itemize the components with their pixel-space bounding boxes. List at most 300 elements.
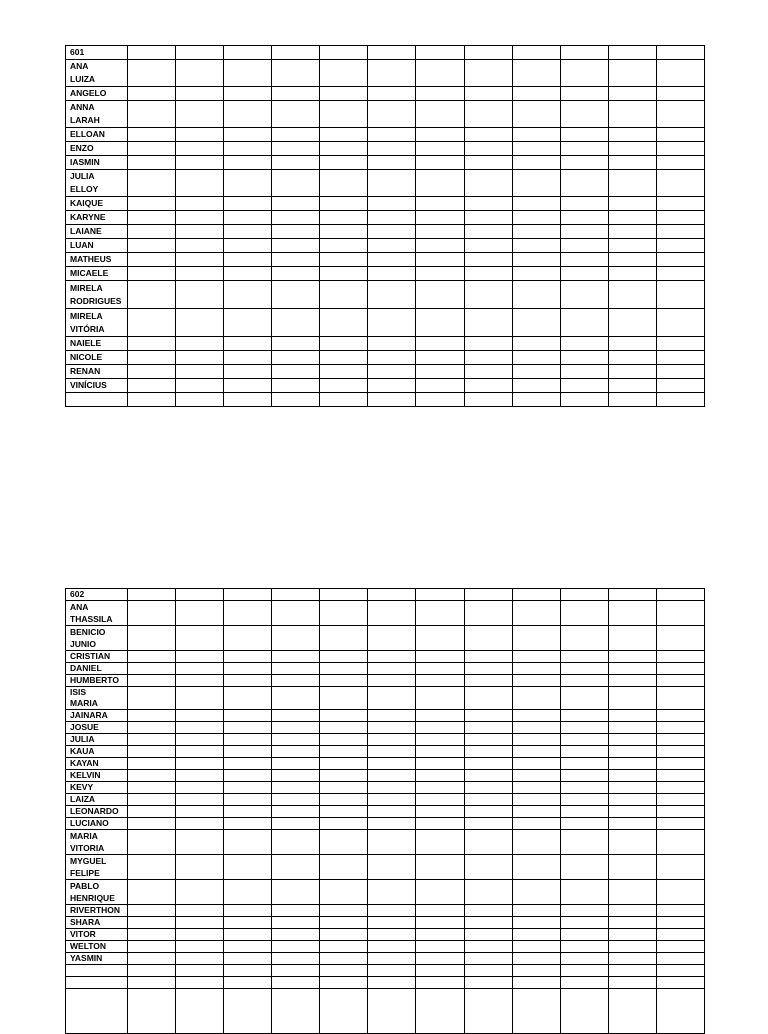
grade-cell (416, 267, 464, 281)
grade-cell (272, 758, 320, 770)
grade-cell (512, 225, 560, 239)
student-name: KAUA (66, 746, 128, 758)
grade-cell (656, 734, 704, 746)
grade-cell (416, 87, 464, 101)
grade-cell (416, 589, 464, 601)
grade-cell (128, 734, 176, 746)
table-row (66, 806, 705, 818)
grade-cell (560, 351, 608, 365)
grade-cell (320, 87, 368, 101)
table-row (66, 905, 705, 917)
grade-cell (512, 87, 560, 101)
grade-cell (512, 156, 560, 170)
grade-cell (416, 905, 464, 917)
student-name: LAIANE (66, 225, 128, 239)
grade-cell (416, 722, 464, 734)
grade-cell (512, 170, 560, 197)
grade-cell (176, 675, 224, 687)
grade-cell (416, 309, 464, 337)
grade-cell (512, 830, 560, 855)
grade-cell (416, 782, 464, 794)
grade-cell (368, 239, 416, 253)
grade-cell (176, 281, 224, 309)
grade-cell (512, 905, 560, 917)
grade-cell (464, 929, 512, 941)
grade-cell (464, 770, 512, 782)
student-name: SHARA (66, 917, 128, 929)
grade-cell (416, 880, 464, 905)
grade-cell (272, 965, 320, 977)
grade-cell (608, 965, 656, 977)
grade-cell (656, 253, 704, 267)
table-row (66, 710, 705, 722)
grade-cell (176, 782, 224, 794)
grade-cell (560, 953, 608, 965)
grade-cell (416, 758, 464, 770)
grade-cell (656, 965, 704, 977)
grade-cell (272, 267, 320, 281)
grade-cell (656, 880, 704, 905)
grade-cell (272, 929, 320, 941)
grade-cell (368, 87, 416, 101)
grade-cell (464, 379, 512, 393)
grade-cell (560, 675, 608, 687)
grade-cell (320, 60, 368, 87)
grade-cell (176, 855, 224, 880)
grade-cell (512, 734, 560, 746)
grade-cell (464, 393, 512, 407)
grade-cell (560, 941, 608, 953)
grade-cell (176, 770, 224, 782)
grade-cell (656, 128, 704, 142)
table-row (66, 794, 705, 806)
grade-cell (224, 87, 272, 101)
grade-cell (608, 379, 656, 393)
student-name: KEVY (66, 782, 128, 794)
grade-cell (464, 46, 512, 60)
grade-cell (320, 309, 368, 337)
grade-cell (416, 156, 464, 170)
grade-cell (464, 225, 512, 239)
grade-cell (560, 989, 608, 1034)
grade-cell (272, 710, 320, 722)
grade-cell (416, 651, 464, 663)
grade-cell (656, 379, 704, 393)
grade-cell (128, 309, 176, 337)
grade-cell (176, 794, 224, 806)
table-row (66, 142, 705, 156)
grade-cell (224, 687, 272, 710)
student-name: ISIS MARIA (66, 687, 128, 710)
grade-cell (128, 929, 176, 941)
table-row (66, 267, 705, 281)
grade-cell (560, 225, 608, 239)
table-row (66, 675, 705, 687)
table-row (66, 211, 705, 225)
grade-cell (176, 337, 224, 351)
grade-cell (272, 170, 320, 197)
student-name: ANNA LARAH (66, 101, 128, 128)
grade-cell (416, 253, 464, 267)
table-row (66, 281, 705, 309)
student-name: CRISTIAN (66, 651, 128, 663)
grade-cell (464, 309, 512, 337)
grade-cell (224, 197, 272, 211)
grade-cell (608, 365, 656, 379)
grade-cell (608, 675, 656, 687)
grade-cell (656, 142, 704, 156)
grade-cell (512, 337, 560, 351)
grade-cell (512, 365, 560, 379)
grade-cell (464, 675, 512, 687)
grade-cell (416, 818, 464, 830)
grade-cell (656, 87, 704, 101)
table-row (66, 855, 705, 880)
grade-cell (608, 128, 656, 142)
grade-cell (656, 651, 704, 663)
grade-cell (464, 197, 512, 211)
grade-cell (224, 806, 272, 818)
grade-cell (176, 101, 224, 128)
grade-cell (608, 794, 656, 806)
grade-cell (464, 941, 512, 953)
grade-cell (128, 239, 176, 253)
grade-cell (176, 589, 224, 601)
grade-cell (416, 687, 464, 710)
grade-cell (224, 379, 272, 393)
grade-cell (224, 589, 272, 601)
grade-cell (224, 758, 272, 770)
grade-cell (320, 734, 368, 746)
grade-cell (128, 794, 176, 806)
grade-cell (272, 225, 320, 239)
grade-cell (416, 770, 464, 782)
student-name: LUCIANO (66, 818, 128, 830)
grade-cell (128, 267, 176, 281)
grade-cell (416, 379, 464, 393)
grade-cell (656, 710, 704, 722)
grade-cell (176, 758, 224, 770)
grade-cell (416, 225, 464, 239)
grade-cell (128, 393, 176, 407)
grade-cell (464, 128, 512, 142)
grade-cell (560, 917, 608, 929)
grade-cell (512, 794, 560, 806)
grade-cell (224, 880, 272, 905)
grade-cell (224, 337, 272, 351)
table-row (66, 830, 705, 855)
grade-cell (224, 239, 272, 253)
grade-cell (128, 142, 176, 156)
grade-cell (368, 197, 416, 211)
grade-cell (560, 651, 608, 663)
grade-cell (320, 651, 368, 663)
grade-cell (368, 758, 416, 770)
table-row (66, 782, 705, 794)
blank-row (66, 989, 705, 1034)
student-name: ELLOAN (66, 128, 128, 142)
grade-cell (368, 365, 416, 379)
grade-cell (272, 309, 320, 337)
grade-cell (368, 128, 416, 142)
table-row (66, 770, 705, 782)
grade-cell (560, 830, 608, 855)
student-name: ANA LUIZA (66, 60, 128, 87)
grade-cell (608, 170, 656, 197)
grade-cell (128, 46, 176, 60)
grade-cell (128, 365, 176, 379)
student-name: MARIA VITORIA (66, 830, 128, 855)
grade-cell (128, 601, 176, 626)
grade-cell (608, 770, 656, 782)
blank-name-cell (66, 393, 128, 407)
grade-cell (560, 197, 608, 211)
grade-cell (272, 601, 320, 626)
grade-cell (128, 941, 176, 953)
grade-cell (416, 710, 464, 722)
grade-cell (464, 687, 512, 710)
table-row (66, 929, 705, 941)
grade-cell (368, 855, 416, 880)
grade-cell (368, 941, 416, 953)
grade-cell (608, 197, 656, 211)
grade-cell (368, 734, 416, 746)
grade-cell (128, 710, 176, 722)
grade-cell (128, 830, 176, 855)
grade-cell (560, 101, 608, 128)
grade-cell (368, 46, 416, 60)
grade-cell (560, 365, 608, 379)
grade-cell (320, 267, 368, 281)
grade-cell (512, 267, 560, 281)
grade-cell (320, 142, 368, 156)
grade-cell (608, 953, 656, 965)
grade-cell (128, 337, 176, 351)
grade-cell (320, 941, 368, 953)
grade-cell (464, 101, 512, 128)
grade-cell (416, 101, 464, 128)
blank-name-cell (66, 977, 128, 989)
student-name: ENZO (66, 142, 128, 156)
student-name: PABLO HENRIQUE (66, 880, 128, 905)
grade-cell (128, 905, 176, 917)
table-row (66, 746, 705, 758)
grade-cell (224, 830, 272, 855)
grade-cell (608, 929, 656, 941)
grade-cell (128, 880, 176, 905)
grade-cell (416, 337, 464, 351)
grade-cell (272, 197, 320, 211)
grade-cell (560, 855, 608, 880)
grade-cell (176, 253, 224, 267)
grade-cell (320, 977, 368, 989)
grade-cell (224, 941, 272, 953)
grade-cell (176, 128, 224, 142)
grade-cell (224, 734, 272, 746)
table-row (66, 337, 705, 351)
table-row (66, 101, 705, 128)
grade-cell (128, 687, 176, 710)
grade-cell (128, 782, 176, 794)
student-name: ANA THASSILA (66, 601, 128, 626)
grade-cell (512, 675, 560, 687)
grade-cell (656, 101, 704, 128)
grade-cell (128, 60, 176, 87)
table-row (66, 601, 705, 626)
grade-cell (272, 589, 320, 601)
grade-cell (272, 281, 320, 309)
grade-cell (224, 101, 272, 128)
grade-cell (224, 917, 272, 929)
grade-cell (608, 880, 656, 905)
grade-cell (560, 758, 608, 770)
grade-cell (608, 281, 656, 309)
grade-cell (608, 601, 656, 626)
grade-cell (368, 651, 416, 663)
grade-cell (320, 337, 368, 351)
grade-cell (176, 393, 224, 407)
grade-cell (416, 734, 464, 746)
grade-cell (128, 675, 176, 687)
grade-cell (464, 87, 512, 101)
grade-cell (560, 589, 608, 601)
grade-cell (608, 267, 656, 281)
grade-cell (416, 977, 464, 989)
grade-cell (560, 977, 608, 989)
grade-cell (320, 101, 368, 128)
grade-cell (560, 60, 608, 87)
grade-cell (512, 253, 560, 267)
grade-cell (224, 782, 272, 794)
grade-cell (224, 905, 272, 917)
grade-cell (560, 782, 608, 794)
grade-cell (464, 722, 512, 734)
grade-cell (224, 977, 272, 989)
grade-cell (176, 239, 224, 253)
grade-cell (512, 60, 560, 87)
grade-cell (368, 589, 416, 601)
grade-cell (608, 211, 656, 225)
grade-cell (368, 710, 416, 722)
table-row (66, 60, 705, 87)
grade-cell (176, 830, 224, 855)
grade-cell (464, 351, 512, 365)
grade-cell (368, 225, 416, 239)
grade-cell (176, 197, 224, 211)
grade-cell (512, 46, 560, 60)
grade-cell (272, 734, 320, 746)
grade-cell (224, 989, 272, 1034)
grade-cell (608, 253, 656, 267)
grade-cell (608, 337, 656, 351)
grade-cell (272, 917, 320, 929)
grade-cell (320, 253, 368, 267)
grade-cell (272, 746, 320, 758)
grade-cell (176, 965, 224, 977)
student-name: NICOLE (66, 351, 128, 365)
grade-cell (368, 267, 416, 281)
grade-cell (464, 782, 512, 794)
grade-cell (224, 156, 272, 170)
grade-cell (128, 770, 176, 782)
blank-row (66, 965, 705, 977)
table-row (66, 225, 705, 239)
grade-cell (320, 818, 368, 830)
grade-cell (464, 746, 512, 758)
student-name: VINÍCIUS (66, 379, 128, 393)
grade-cell (416, 601, 464, 626)
table-row (66, 253, 705, 267)
student-name: JOSUE (66, 722, 128, 734)
grade-cell (368, 281, 416, 309)
grade-cell (512, 710, 560, 722)
grade-cell (320, 589, 368, 601)
grade-cell (464, 156, 512, 170)
student-name: MIRELA VITÓRIA (66, 309, 128, 337)
grade-cell (464, 589, 512, 601)
grade-cell (560, 128, 608, 142)
grade-cell (608, 734, 656, 746)
grade-cell (368, 929, 416, 941)
grade-cell (128, 965, 176, 977)
grade-cell (272, 101, 320, 128)
grade-cell (176, 156, 224, 170)
grade-cell (272, 941, 320, 953)
grade-cell (512, 782, 560, 794)
grade-cell (512, 965, 560, 977)
grade-cell (416, 929, 464, 941)
grade-cell (512, 211, 560, 225)
grade-cell (656, 746, 704, 758)
grade-cell (656, 675, 704, 687)
grade-cell (272, 830, 320, 855)
grade-cell (224, 211, 272, 225)
grade-cell (608, 806, 656, 818)
grade-cell (224, 663, 272, 675)
grade-cell (368, 806, 416, 818)
table-row (66, 309, 705, 337)
student-name: JULIA (66, 734, 128, 746)
grade-cell (656, 941, 704, 953)
student-name: LUAN (66, 239, 128, 253)
grade-cell (464, 953, 512, 965)
student-name: HUMBERTO (66, 675, 128, 687)
grade-cell (512, 142, 560, 156)
grade-cell (656, 794, 704, 806)
grade-cell (128, 663, 176, 675)
student-name: IASMIN (66, 156, 128, 170)
grade-cell (368, 770, 416, 782)
grade-cell (272, 351, 320, 365)
grade-cell (176, 211, 224, 225)
grade-cell (608, 905, 656, 917)
grade-cell (176, 87, 224, 101)
grade-cell (176, 687, 224, 710)
grade-cell (560, 309, 608, 337)
grade-cell (656, 818, 704, 830)
grade-cell (320, 746, 368, 758)
grade-cell (512, 880, 560, 905)
grade-cell (656, 365, 704, 379)
grade-cell (560, 253, 608, 267)
student-name: RENAN (66, 365, 128, 379)
grade-cell (320, 989, 368, 1034)
grade-cell (128, 626, 176, 651)
grade-cell (320, 830, 368, 855)
grade-cell (512, 806, 560, 818)
grade-cell (464, 60, 512, 87)
grade-cell (512, 239, 560, 253)
